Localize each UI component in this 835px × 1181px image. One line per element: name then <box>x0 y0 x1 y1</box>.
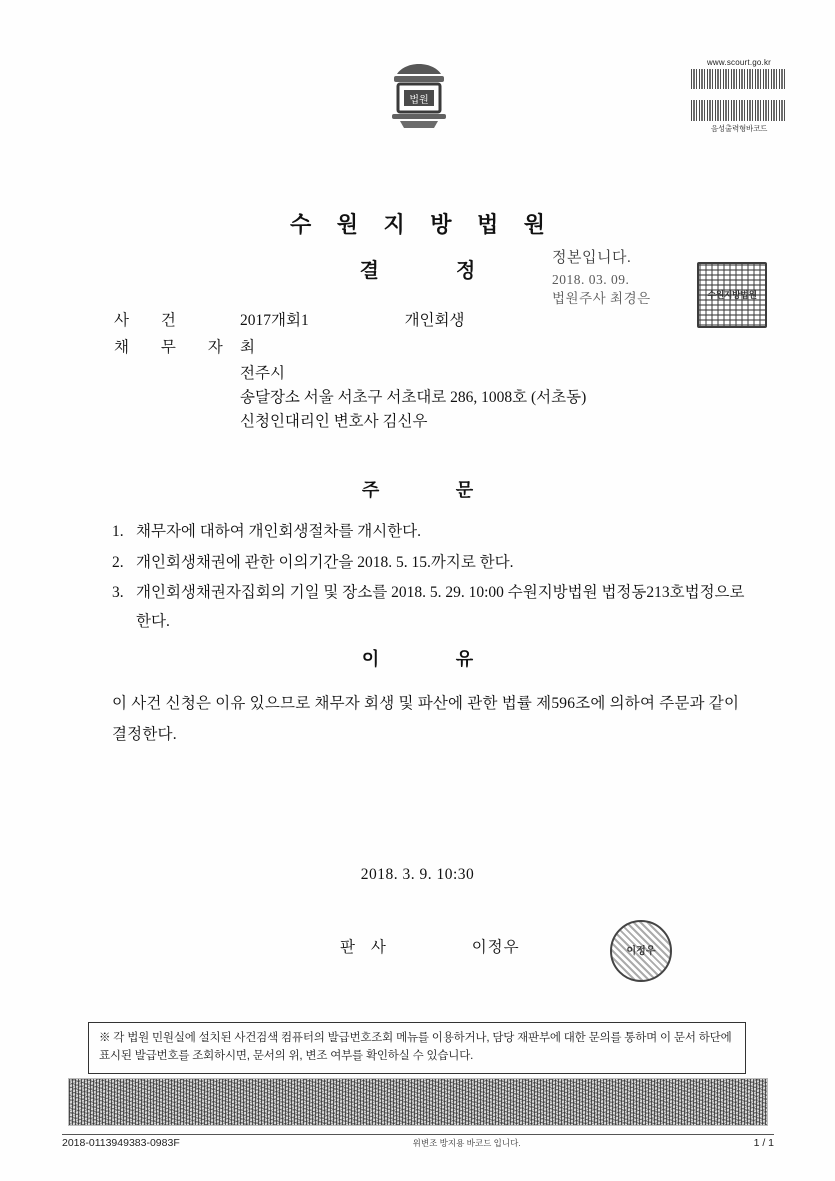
case-value <box>240 308 752 330</box>
case-label: 사 건 <box>114 312 190 329</box>
court-name-title: 수 원 지 방 법 원 <box>289 212 555 237</box>
order-number: 3. <box>112 584 124 602</box>
footer <box>62 1137 774 1149</box>
audio-barcode-image <box>691 69 787 121</box>
list-item <box>112 579 760 636</box>
reason-heading: 이 유 <box>361 649 510 669</box>
certification-date: 2018. 03. 09. <box>552 271 630 287</box>
order-number: 2. <box>112 553 124 571</box>
certification-officer: 법원주사 최경은 <box>552 291 651 307</box>
service-address: 송달장소 서울 서초구 서초대로 286, 1008호 (서초동) <box>240 389 587 407</box>
debtor-label: 채 무 자 <box>114 339 237 356</box>
order-number: 1. <box>112 523 124 540</box>
top-barcode-block <box>691 58 787 134</box>
court-emblem-icon <box>386 62 452 130</box>
debtor-name: 최 <box>240 339 255 356</box>
certification-block <box>552 248 692 309</box>
decision-datetime: 2018. 3. 9. 10:30 <box>360 866 475 883</box>
svg-text:법원: 법원 <box>409 95 429 106</box>
order-list <box>112 518 760 639</box>
court-seal-text: 수원지방법원 <box>707 289 757 300</box>
court-website-url: www.scourt.go.kr <box>706 58 772 67</box>
footer-divider <box>62 1134 774 1135</box>
certification-statement: 정본입니다. <box>552 250 632 266</box>
debtor-address: 전주시 <box>240 365 285 382</box>
list-item <box>112 549 760 578</box>
case-type: 개인회생 <box>404 312 465 329</box>
document-type-title: 결 정 <box>359 260 512 282</box>
judge-name: 이정우 <box>471 939 520 956</box>
page-number: 1 / 1 <box>753 1137 774 1149</box>
order-text: 개인회생채권에 관한 이의기간을 2018. 5. 15.까지로 한다. <box>136 553 514 571</box>
attorney-line: 신청인대리인 변호사 김신우 <box>240 413 428 431</box>
judge-signature-row <box>340 935 520 957</box>
case-number: 2017개회1 <box>240 312 309 329</box>
barcode-note: 위변조 방지용 바코드 입니다. <box>412 1138 521 1148</box>
order-heading: 주 문 <box>361 480 510 500</box>
security-barcode-image <box>68 1078 768 1126</box>
order-text: 채무자에 대하여 개인회생절차를 개시한다. <box>136 523 422 540</box>
reason-paragraph: 이 사건 신청은 이유 있으므로 채무자 회생 및 파산에 관한 법률 제596조에 의하여 주문과 같이 결정한다. <box>112 695 740 743</box>
judge-seal-stamp: 이정우 <box>610 920 672 982</box>
list-item <box>112 518 760 547</box>
verification-notice: ※ 각 법원 민원실에 설치된 사건검색 컴퓨터의 발급번호조회 메뉴를 이용하거나, 담당 재판부에 대한 문의를 통하며 이 문서 하단에 표시된 발급번호를 조회하시면, 문서의 위, 변조 여부를 확인하실 수 있습니다. <box>88 1022 746 1074</box>
judge-label: 판 사 <box>340 939 392 956</box>
order-text: 개인회생채권자집회의 기일 및 장소를 2018. 5. 29. 10:00 수원지방법원 법정동213호법정으로 한다. <box>136 584 745 631</box>
case-info-block <box>112 308 752 434</box>
debtor-row <box>112 335 752 357</box>
barcode-caption: 음성출력형바코드 <box>710 124 768 133</box>
issue-number: 2018-0113949383-0983F <box>62 1137 180 1149</box>
case-row <box>112 308 752 330</box>
